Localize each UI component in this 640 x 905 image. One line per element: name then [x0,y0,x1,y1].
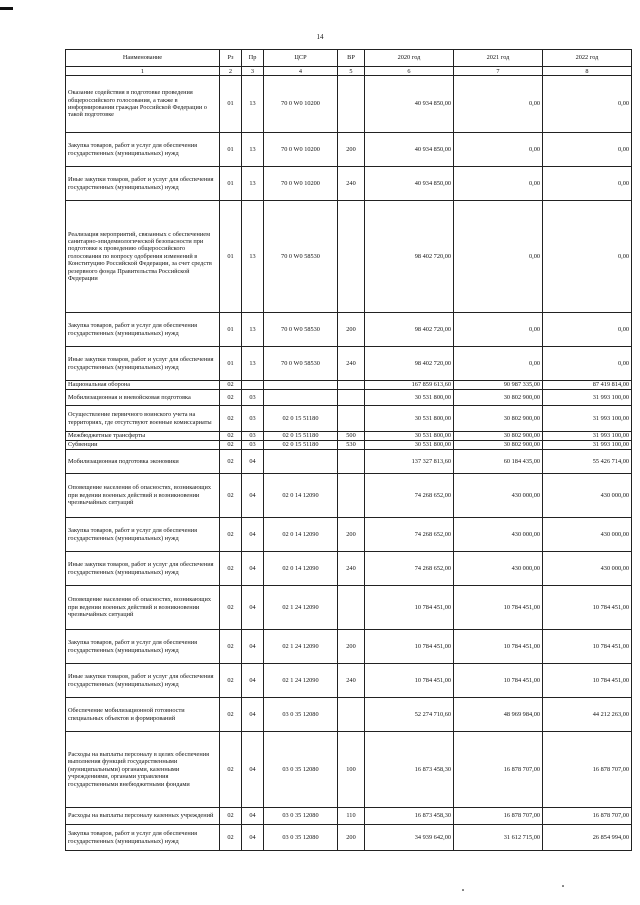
row-pr: 13 [242,167,264,201]
row-2022-amount: 31 993 100,00 [543,406,632,432]
row-2020-amount: 30 531 800,00 [365,390,454,406]
table-row [66,201,632,313]
row-rz: 02 [220,474,242,518]
row-csr: 70 0 W0 58530 [264,201,338,313]
row-2021-amount: 60 184 435,00 [454,450,543,474]
row-2021-amount: 0,00 [454,347,543,381]
row-2020-amount: 98 402 720,00 [365,201,454,313]
row-csr: 02 0 14 12090 [264,552,338,586]
row-csr: 70 0 W0 10200 [264,76,338,133]
row-csr: 03 0 35 12080 [264,698,338,732]
row-rz: 02 [220,586,242,630]
row-csr: 70 0 W0 10200 [264,167,338,201]
row-name: Осуществление первичного воинского учета на территориях, где отсутствуют военные комиссариаты [66,406,220,432]
row-pr: 03 [242,432,264,441]
row-csr: 02 0 15 51180 [264,432,338,441]
scan-speck [462,889,464,891]
table-row [66,381,632,390]
row-2020-amount: 40 934 850,00 [365,167,454,201]
row-rz: 02 [220,406,242,432]
row-pr: 04 [242,732,264,808]
row-pr: 04 [242,552,264,586]
row-name: Обеспечение мобилизационной готовности специальных объектов и формирований [66,698,220,732]
row-pr: 13 [242,133,264,167]
scan-speck [562,885,564,887]
row-vr: 200 [338,825,365,851]
column-number-row [66,67,632,76]
header-row [66,50,632,67]
row-rz: 02 [220,808,242,825]
row-2021-amount: 430 000,00 [454,474,543,518]
row-2022-amount: 430 000,00 [543,552,632,586]
row-2022-amount: 26 854 994,00 [543,825,632,851]
row-2021-amount: 30 802 900,00 [454,441,543,450]
row-pr: 04 [242,698,264,732]
row-name: Оповещение населения об опасностях, возникающих при ведении военных действий и возникновении чрезвычайных ситуаций [66,474,220,518]
row-vr: 500 [338,432,365,441]
row-2021-amount: 0,00 [454,201,543,313]
row-2022-amount: 55 426 714,00 [543,450,632,474]
page-number: 14 [316,33,324,41]
row-rz: 01 [220,167,242,201]
row-2020-amount: 74 268 652,00 [365,518,454,552]
row-2020-amount: 10 784 451,00 [365,630,454,664]
row-vr: 240 [338,664,365,698]
row-vr: 110 [338,808,365,825]
table-row [66,313,632,347]
row-pr: 04 [242,474,264,518]
row-vr [338,201,365,313]
row-2020-amount: 98 402 720,00 [365,347,454,381]
row-csr [264,450,338,474]
row-vr: 240 [338,167,365,201]
row-2022-amount: 430 000,00 [543,518,632,552]
row-name: Межбюджетные трансферты [66,432,220,441]
row-csr: 02 1 24 12090 [264,586,338,630]
row-name: Расходы на выплаты персоналу в целях обеспечения выполнения функций государственными (муниципальными) органами, казенными учреждениями, органами управления государственными внебюджетными фондами [66,732,220,808]
row-rz: 02 [220,381,242,390]
row-name: Иные закупки товаров, работ и услуг для обеспечения государственных (муниципальных) нужд [66,552,220,586]
row-2020-amount: 30 531 800,00 [365,432,454,441]
row-rz: 02 [220,552,242,586]
scan-corner-mark [0,7,13,10]
row-rz: 01 [220,347,242,381]
row-2022-amount: 0,00 [543,76,632,133]
row-vr [338,474,365,518]
row-pr: 03 [242,441,264,450]
row-2021-amount: 90 987 335,00 [454,381,543,390]
row-vr: 240 [338,347,365,381]
header-2022: 2022 год [543,50,632,67]
table-row [66,474,632,518]
row-2022-amount: 31 993 100,00 [543,432,632,441]
row-2021-amount: 0,00 [454,133,543,167]
row-2021-amount: 30 802 900,00 [454,390,543,406]
row-2021-amount: 48 969 984,00 [454,698,543,732]
row-rz: 02 [220,698,242,732]
row-2021-amount: 10 784 451,00 [454,664,543,698]
row-rz: 01 [220,133,242,167]
row-name: Иные закупки товаров, работ и услуг для обеспечения государственных (муниципальных) нужд [66,167,220,201]
row-2022-amount: 44 212 263,00 [543,698,632,732]
row-vr: 100 [338,732,365,808]
row-pr: 13 [242,313,264,347]
row-2022-amount: 0,00 [543,133,632,167]
row-pr: 04 [242,450,264,474]
row-pr: 03 [242,406,264,432]
row-2020-amount: 98 402 720,00 [365,313,454,347]
row-pr: 13 [242,76,264,133]
table-body [66,76,632,851]
row-2020-amount: 52 274 710,60 [365,698,454,732]
row-2020-amount: 30 531 800,00 [365,441,454,450]
table-row [66,167,632,201]
row-rz: 02 [220,732,242,808]
table-row [66,347,632,381]
row-2022-amount: 10 784 451,00 [543,664,632,698]
column-number: 6 [365,67,454,76]
header-csr: ЦСР [264,50,338,67]
row-name: Оказание содействия в подготовке проведения общероссийского голосования, а также в информировании граждан Российской Федерации о такой подготовке [66,76,220,133]
row-pr: 03 [242,390,264,406]
row-2021-amount: 16 878 707,00 [454,808,543,825]
row-vr: 240 [338,552,365,586]
row-pr: 04 [242,664,264,698]
row-vr: 200 [338,313,365,347]
row-2021-amount: 30 802 900,00 [454,406,543,432]
row-2020-amount: 10 784 451,00 [365,586,454,630]
row-2020-amount: 40 934 850,00 [365,76,454,133]
row-csr: 02 1 24 12090 [264,664,338,698]
row-pr: 13 [242,201,264,313]
row-csr: 70 0 W0 58530 [264,313,338,347]
row-2020-amount: 40 934 850,00 [365,133,454,167]
table-row [66,432,632,441]
row-pr [242,381,264,390]
row-csr [264,381,338,390]
row-2021-amount: 0,00 [454,313,543,347]
row-2020-amount: 30 531 800,00 [365,406,454,432]
table-row [66,808,632,825]
row-pr: 04 [242,808,264,825]
column-number: 7 [454,67,543,76]
row-csr: 02 0 14 12090 [264,518,338,552]
row-vr [338,450,365,474]
row-vr: 200 [338,630,365,664]
row-2021-amount: 16 878 707,00 [454,732,543,808]
column-number: 8 [543,67,632,76]
row-2020-amount: 167 859 613,60 [365,381,454,390]
row-name: Закупка товаров, работ и услуг для обеспечения государственных (муниципальных) нужд [66,133,220,167]
row-2022-amount: 0,00 [543,167,632,201]
row-2022-amount: 16 878 707,00 [543,808,632,825]
row-rz: 02 [220,825,242,851]
row-vr: 200 [338,518,365,552]
table-row [66,664,632,698]
row-2020-amount: 16 873 458,30 [365,732,454,808]
row-vr: 530 [338,441,365,450]
column-number: 2 [220,67,242,76]
row-name: Закупка товаров, работ и услуг для обеспечения государственных (муниципальных) нужд [66,825,220,851]
table-row [66,552,632,586]
row-rz: 01 [220,76,242,133]
row-csr: 02 0 14 12090 [264,474,338,518]
row-2021-amount: 0,00 [454,76,543,133]
row-vr [338,76,365,133]
row-2020-amount: 137 327 813,60 [365,450,454,474]
row-name: Реализация мероприятий, связанных с обеспечением санитарно-эпидемиологической безопасности при подготовке к проведению общероссийского голосования по вопросу одобрения изменений в Конституцию Российской Федерации, за счет средств резервного фонда Правительства Российской Федерации [66,201,220,313]
column-number: 4 [264,67,338,76]
row-2022-amount: 31 993 100,00 [543,441,632,450]
table-row [66,133,632,167]
table-row [66,698,632,732]
row-name: Иные закупки товаров, работ и услуг для обеспечения государственных (муниципальных) нужд [66,664,220,698]
row-csr: 03 0 35 12080 [264,808,338,825]
row-vr [338,586,365,630]
row-vr [338,390,365,406]
row-csr: 02 0 15 51180 [264,406,338,432]
row-csr: 02 1 24 12090 [264,630,338,664]
header-2020: 2020 год [365,50,454,67]
table-row [66,825,632,851]
row-csr: 70 0 W0 58530 [264,347,338,381]
row-2022-amount: 10 784 451,00 [543,586,632,630]
row-rz: 02 [220,664,242,698]
budget-table [65,49,632,851]
header-rz: Рз [220,50,242,67]
header-vr: ВР [338,50,365,67]
table-row [66,441,632,450]
table-row [66,76,632,133]
row-2022-amount: 31 993 100,00 [543,390,632,406]
row-2020-amount: 16 873 458,30 [365,808,454,825]
column-number: 1 [66,67,220,76]
column-number: 5 [338,67,365,76]
table-row [66,390,632,406]
table-row [66,732,632,808]
row-2020-amount: 34 939 642,00 [365,825,454,851]
row-2022-amount: 430 000,00 [543,474,632,518]
row-name: Закупка товаров, работ и услуг для обеспечения государственных (муниципальных) нужд [66,518,220,552]
row-rz: 02 [220,450,242,474]
row-rz: 01 [220,313,242,347]
row-name: Расходы на выплаты персоналу казенных учреждений [66,808,220,825]
row-vr: 200 [338,133,365,167]
row-name: Мобилизационная подготовка экономики [66,450,220,474]
row-2022-amount: 0,00 [543,313,632,347]
header-pr: Пр [242,50,264,67]
row-2022-amount: 0,00 [543,347,632,381]
row-name: Закупка товаров, работ и услуг для обеспечения государственных (муниципальных) нужд [66,630,220,664]
row-2021-amount: 430 000,00 [454,552,543,586]
row-vr [338,698,365,732]
row-rz: 02 [220,518,242,552]
table-row [66,518,632,552]
row-rz: 02 [220,630,242,664]
row-2021-amount: 10 784 451,00 [454,630,543,664]
row-2021-amount: 0,00 [454,167,543,201]
row-csr: 03 0 35 12080 [264,825,338,851]
row-vr [338,406,365,432]
row-rz: 02 [220,390,242,406]
row-2022-amount: 16 878 707,00 [543,732,632,808]
row-2020-amount: 10 784 451,00 [365,664,454,698]
row-name: Субвенции [66,441,220,450]
row-2022-amount: 87 419 814,00 [543,381,632,390]
row-name: Национальная оборона [66,381,220,390]
row-csr [264,390,338,406]
row-pr: 04 [242,586,264,630]
table-row [66,586,632,630]
row-2021-amount: 10 784 451,00 [454,586,543,630]
row-pr: 04 [242,518,264,552]
row-name: Иные закупки товаров, работ и услуг для обеспечения государственных (муниципальных) нужд [66,347,220,381]
row-name: Оповещение населения об опасностях, возникающих при ведении военных действий и возникновении чрезвычайных ситуаций [66,586,220,630]
table-row [66,450,632,474]
row-pr: 13 [242,347,264,381]
row-name: Закупка товаров, работ и услуг для обеспечения государственных (муниципальных) нужд [66,313,220,347]
table-row [66,406,632,432]
row-2021-amount: 30 802 900,00 [454,432,543,441]
column-number: 3 [242,67,264,76]
row-pr: 04 [242,630,264,664]
row-2021-amount: 430 000,00 [454,518,543,552]
row-csr: 70 0 W0 10200 [264,133,338,167]
header-2021: 2021 год [454,50,543,67]
row-2020-amount: 74 268 652,00 [365,552,454,586]
row-csr: 02 0 15 51180 [264,441,338,450]
row-csr: 03 0 35 12080 [264,732,338,808]
table-row [66,630,632,664]
row-2022-amount: 0,00 [543,201,632,313]
row-rz: 02 [220,441,242,450]
row-rz: 02 [220,432,242,441]
row-rz: 01 [220,201,242,313]
row-2022-amount: 10 784 451,00 [543,630,632,664]
row-name: Мобилизационная и вневойсковая подготовка [66,390,220,406]
row-2020-amount: 74 268 652,00 [365,474,454,518]
header-name: Наименование [66,50,220,67]
row-vr [338,381,365,390]
row-2021-amount: 31 612 715,00 [454,825,543,851]
row-pr: 04 [242,825,264,851]
